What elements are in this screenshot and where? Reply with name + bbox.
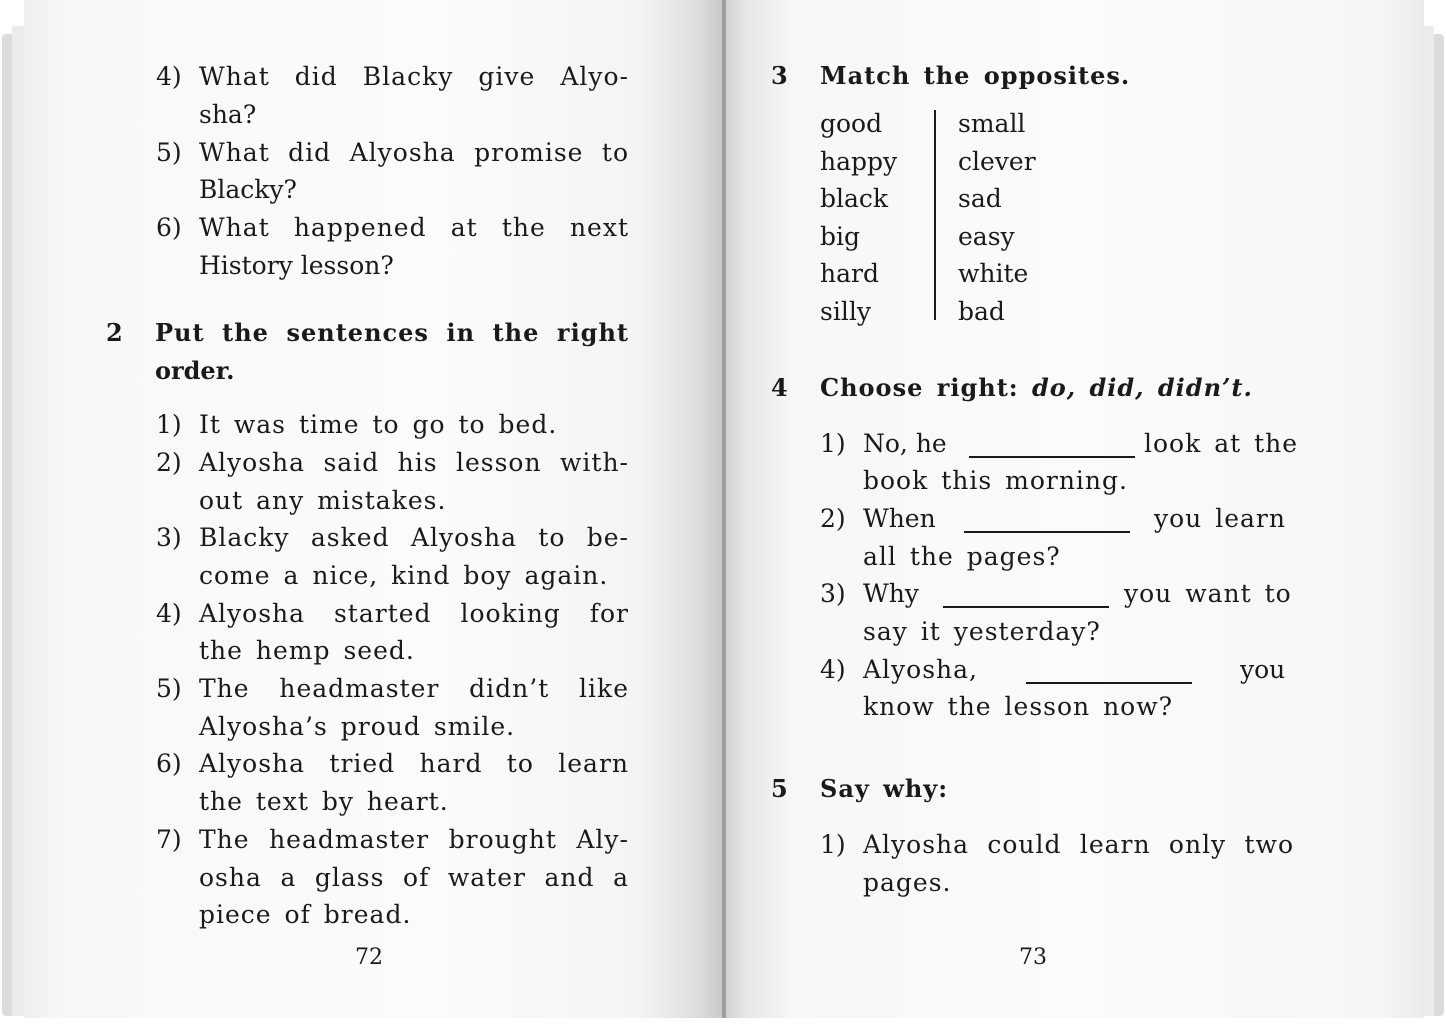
item-text: The headmaster didn’t like (199, 674, 629, 703)
question-number: 5) (156, 138, 182, 167)
exercise-title: order. (155, 356, 235, 385)
item-number: 7) (156, 825, 182, 854)
exercise-number: 4 (771, 373, 788, 402)
word-left: happy (820, 147, 898, 176)
item-number: 6) (156, 749, 182, 778)
question-text: What did Blacky give Alyo- (199, 62, 629, 91)
word-left: big (820, 222, 861, 251)
item-number: 1) (820, 830, 846, 859)
word-left: good (820, 109, 883, 138)
item-text: Alyosha’s proud smile. (199, 712, 516, 741)
exercise-number: 2 (106, 318, 123, 347)
word-left: black (820, 184, 889, 213)
item-text: the hemp seed. (199, 636, 415, 665)
fill-blank (964, 509, 1130, 533)
item-text: Alyosha tried hard to learn (199, 749, 629, 778)
item-text: piece of bread. (199, 900, 412, 929)
item-text: you learn (1154, 504, 1286, 533)
item-text: come a nice, kind boy again. (199, 561, 609, 590)
question-text: Blacky? (199, 175, 297, 204)
item-text: The headmaster brought Aly- (199, 825, 629, 854)
item-number: 1) (156, 410, 182, 439)
exercise-number: 3 (771, 61, 788, 90)
item-text: Why (863, 579, 919, 608)
item-text: Alyosha could learn only two (863, 830, 1294, 859)
question-text: What happened at the next (199, 213, 629, 242)
fill-blank (943, 584, 1109, 608)
exercise-title-prefix: Choose right: (820, 373, 1032, 402)
item-text: say it yesterday? (863, 617, 1101, 646)
item-number: 2) (156, 448, 182, 477)
word-right: easy (958, 222, 1015, 251)
item-text: out any mistakes. (199, 486, 447, 515)
column-divider (934, 110, 936, 320)
item-number: 2) (820, 504, 846, 533)
question-number: 4) (156, 62, 182, 91)
question-text: History lesson? (199, 251, 394, 280)
item-text: look at the (1144, 429, 1299, 458)
question-text: What did Alyosha promise to (199, 138, 629, 167)
item-text: Alyosha started looking for (199, 599, 629, 628)
fill-blank (969, 434, 1135, 458)
word-left: silly (820, 297, 871, 326)
exercise-title: Match the opposites. (820, 61, 1131, 90)
item-text: It was time to go to bed. (199, 410, 558, 439)
item-text: all the pages? (863, 542, 1061, 571)
item-text: you want to (1124, 579, 1292, 608)
word-right: sad (958, 184, 1002, 213)
fill-blank (1026, 660, 1192, 684)
question-text: sha? (199, 100, 257, 129)
exercise-title (820, 373, 1253, 403)
exercise-title: Say why: (820, 774, 949, 803)
word-right: bad (958, 297, 1005, 326)
exercise-title: Put the sentences in the right (155, 318, 629, 347)
page-number: 72 (355, 945, 383, 970)
exercise-number: 5 (771, 774, 788, 803)
item-text: Alyosha said his lesson with- (199, 448, 629, 477)
item-number: 3) (820, 579, 846, 608)
item-text: book this morning. (863, 466, 1128, 495)
word-left: hard (820, 259, 879, 288)
item-text: When (863, 504, 936, 533)
item-text: No, he (863, 429, 947, 458)
item-number: 1) (820, 429, 846, 458)
book-spine-fold (722, 0, 726, 1018)
item-text: Blacky asked Alyosha to be- (199, 523, 629, 552)
item-number: 4) (820, 655, 846, 684)
item-text: you (1240, 655, 1286, 684)
item-text: know the lesson now? (863, 692, 1174, 721)
page-number: 73 (1019, 945, 1047, 970)
item-number: 5) (156, 674, 182, 703)
question-number: 6) (156, 213, 182, 242)
word-right: white (958, 259, 1029, 288)
item-text: Alyosha, (863, 655, 979, 684)
word-right: small (958, 109, 1026, 138)
exercise-title-options: do, did, didn’t. (1032, 373, 1253, 402)
item-text: the text by heart. (199, 787, 449, 816)
word-right: clever (958, 147, 1036, 176)
item-text: osha a glass of water and a (199, 863, 629, 892)
item-number: 3) (156, 523, 182, 552)
item-text: pages. (863, 868, 952, 897)
item-number: 4) (156, 599, 182, 628)
